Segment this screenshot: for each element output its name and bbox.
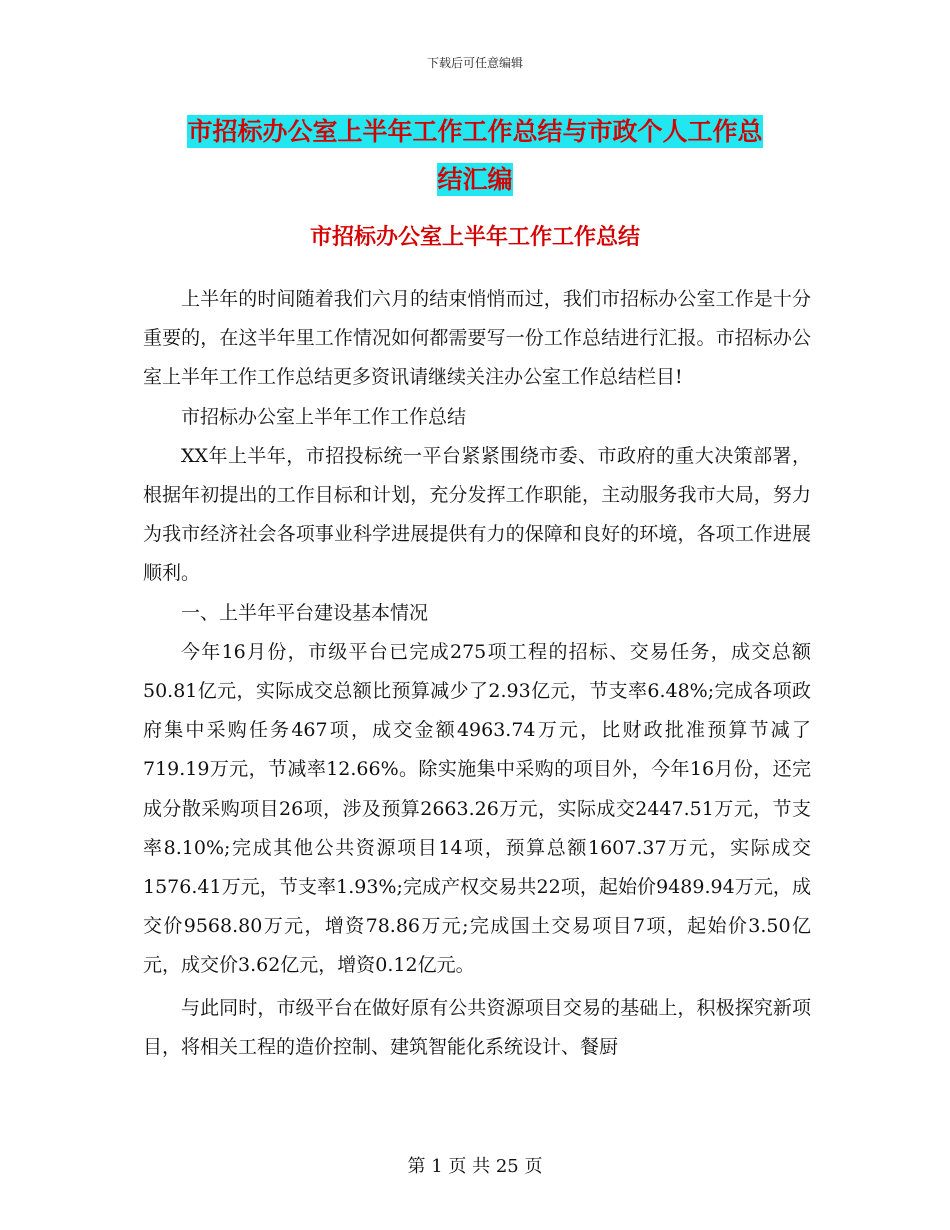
paragraph: XX年上半年，市招投标统一平台紧紧围绕市委、市政府的重大决策部署，根据年初提出的工作目标和计划，充分发挥工作职能，主动服务我市大局，努力为我市经济社会各项事业科学进展提供有力的保障和良好的环境，各项工作进展顺利。 (143, 444, 811, 585)
page-footer: 第 1 页 共 25 页 (407, 1156, 543, 1177)
title-line-2: 结汇编 (437, 165, 513, 194)
paragraph: 今年16月份，市级平台已完成275项工程的招标、交易任务，成交总额50.81亿元，实际成交总额比预算减少了2.93亿元，节支率6.48%;完成各项政府集中采购任务467项，成交金额4963.74万元，比财政批准预算节减了719.19万元，节减率12.66%。除实施集中采购的项目外，今年16月份，还完成分散采购项目26项，涉及预算2663.26万元，实际成交2447.51万元，节支率8.10%;完成其他公共资源项目14项，预算总额1607.37万元，实际成交1576.41万元，节支率1.93%;完成产权交易共22项，起始价9489.94万元，成交价9568.80万元，增资78.86万元;完成国土交易项目7项，起始价3.50亿元，成交价3.62亿元，增资0.12亿元。 (143, 640, 811, 977)
header-note: 下载后可任意编辑 (426, 56, 523, 70)
paragraph: 市招标办公室上半年工作工作总结 (181, 405, 467, 428)
paragraph: 一、上半年平台建设基本情况 (181, 601, 429, 624)
document-body (143, 280, 811, 1067)
paragraph: 上半年的时间随着我们六月的结束悄悄而过，我们市招标办公室工作是十分重要的，在这半年里工作情况如何都需要写一份工作总结进行汇报。市招标办公室上半年工作工作总结更多资讯请继续关注办公室工作总结栏目! (143, 288, 811, 389)
paragraph: 与此同时，市级平台在做好原有公共资源项目交易的基础上，积极探究新项目，将相关工程的造价控制、建筑智能化系统设计、餐厨 (143, 996, 811, 1058)
section-title: 市招标办公室上半年工作工作总结 (309, 224, 640, 250)
title-line-1: 市招标办公室上半年工作工作总结与市政个人工作总 (187, 117, 763, 146)
document-title (140, 108, 810, 204)
